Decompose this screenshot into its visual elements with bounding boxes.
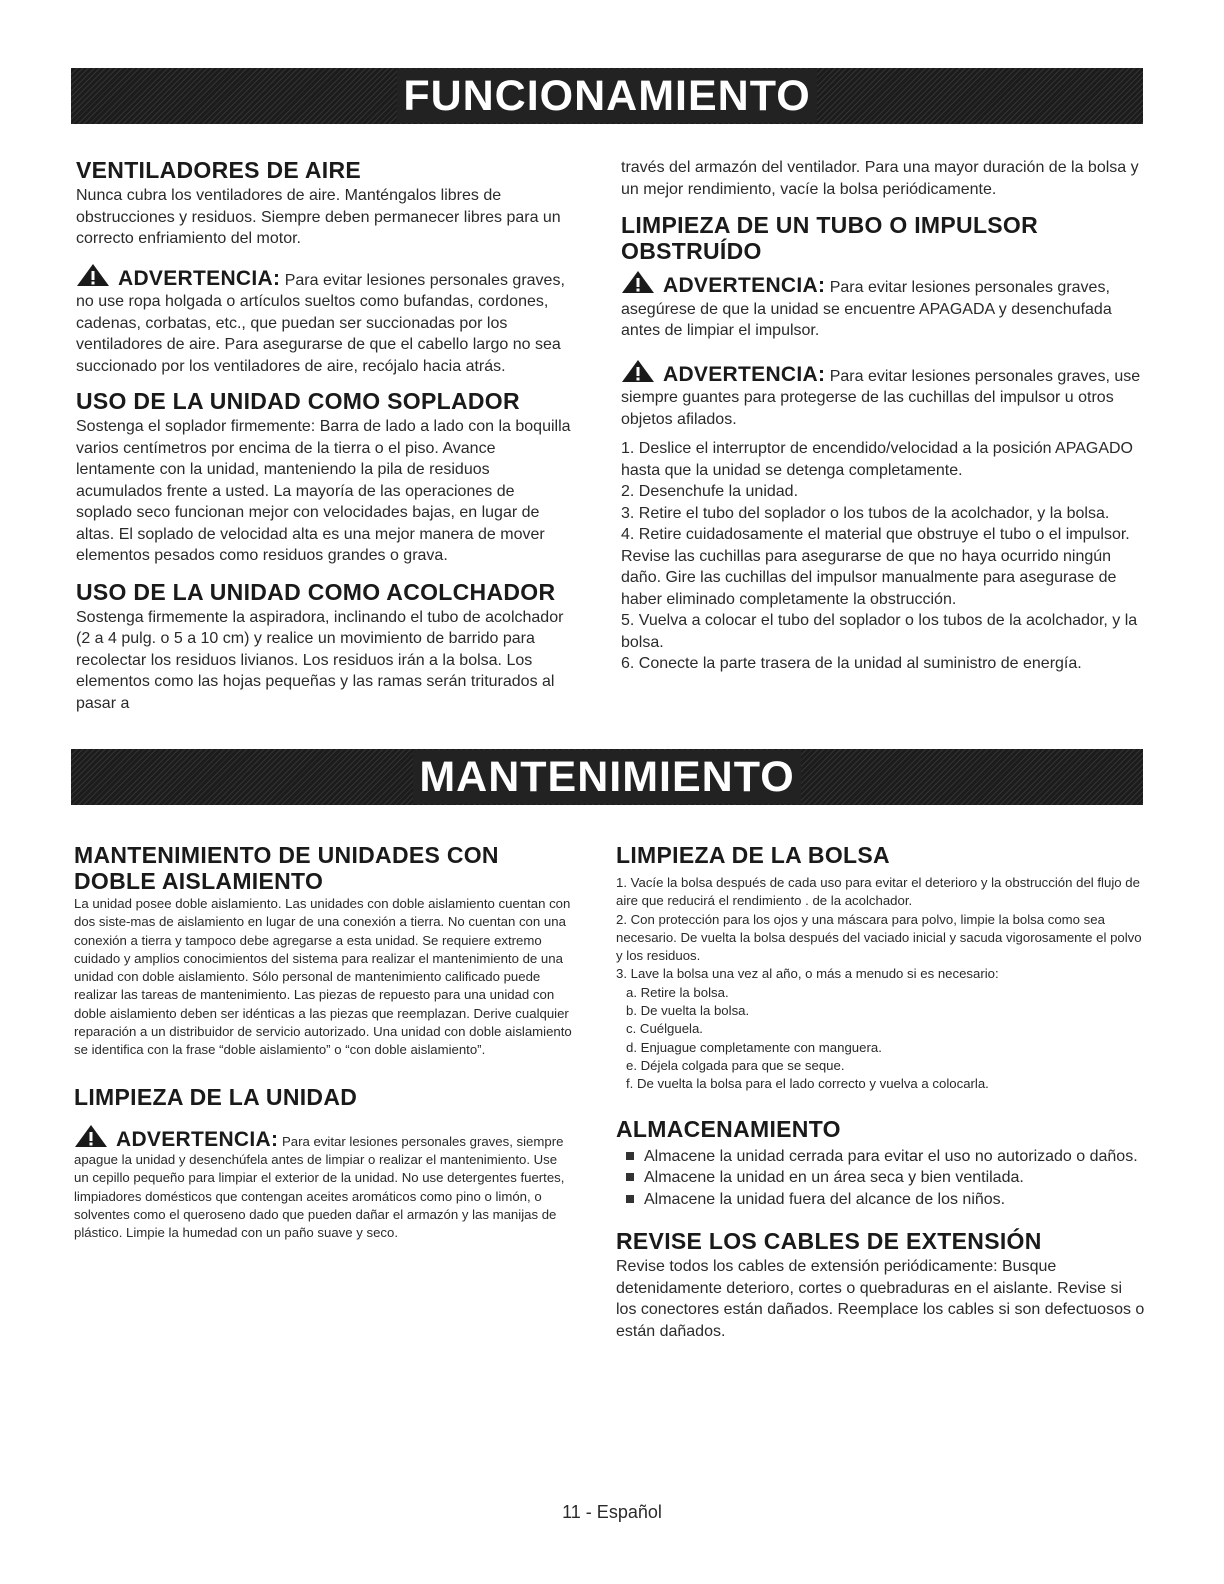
bullet-square-icon <box>626 1173 634 1181</box>
banner-title: MANTENIMIENTO <box>413 750 800 804</box>
heading-almacenamiento: ALMACENAMIENTO <box>616 1115 841 1142</box>
almacenamiento-list <box>616 1146 1146 1211</box>
heading-acolchador: USO DE LA UNIDAD COMO ACOLCHADOR <box>76 578 556 605</box>
column-left-bottom <box>74 842 574 1242</box>
bullet-square-icon <box>626 1195 634 1203</box>
text-doble-aislamiento: La unidad posee doble aislamiento. Las unidades con doble aislamiento cuentan con dos siste-mas de aislamiento en lugar de una conexión a tierra. No cuentan con una conexión a tierra y tampoco debe agregarse a esta unidad. Se requiere extremo cuidado y amplios conocimientos del sistema para realizar el mantenimiento de una unidad con doble aislamiento. Sólo personal de mantenimiento calificado puede realizar las tareas de mantenimiento. Las piezas de repuesto para una unidad con doble aislamiento deben ser idénticas a las piezas que reemplazan. Derive cualquier reparación a un distribuidor de servicio autorizado. Una unidad con doble aislamiento se identifica con la frase “doble aislamiento” o “con doble aislamiento”. <box>74 896 572 1058</box>
bullet-item <box>616 1146 1146 1168</box>
warning-label: ADVERTENCIA: <box>116 1127 279 1151</box>
warning-label: ADVERTENCIA: <box>118 266 281 290</box>
heading-limpieza-tubo: LIMPIEZA DE UN TUBO O IMPULSOR OBSTRUÍDO <box>621 212 1039 264</box>
warning-text: Para evitar lesiones personales graves, use siempre guantes para protegerse de las cuchillas del impulsor u otros objetos afilados. <box>621 367 1141 428</box>
step-item: 6. Conecte la parte trasera de la unidad al suministro de energía. <box>621 655 1082 672</box>
bullet-text: Almacene la unidad en un área seca y bien ventilada. <box>644 1169 1024 1187</box>
bullet-text: Almacene la unidad fuera del alcance de los niños. <box>644 1190 1006 1208</box>
banner-title: FUNCIONAMIENTO <box>397 69 816 123</box>
banner-funcionamiento <box>71 68 1143 124</box>
warning-tubo-1 <box>621 270 1141 342</box>
step-item: 3. Lave la bolsa una vez al año, o más a menudo si es necesario: <box>616 966 999 982</box>
substep-item: e. Déjela colgada para que se seque. <box>626 1057 845 1073</box>
step-item: 1. Deslice el interruptor de encendido/velocidad a la posición APAGADO hasta que la unidad se detenga completamente. <box>621 440 1133 479</box>
steps-list <box>621 438 1141 675</box>
step-item: 2. Con protección para los ojos y una máscara para polvo, limpie la bolsa como sea necesario. De vuelta la bolsa después del vaciado inicial y sacuda vigorosamente el polvo y los residuos. <box>616 911 1142 964</box>
warning-triangle-icon <box>74 1124 108 1148</box>
text-ventiladores: Nunca cubra los ventiladores de aire. Manténgalos libres de obstrucciones y residuos. Siempre deben permanecer libres para un correcto enfriamiento del motor. <box>76 187 561 247</box>
substep-item: d. Enjuague completamente con manguera. <box>626 1039 882 1055</box>
bullet-item <box>616 1189 1146 1211</box>
warning-text: Para evitar lesiones personales graves, asegúrese de que la unidad se encuentre APAGADA y desenchufada antes de limpiar el impulsor. <box>621 279 1112 339</box>
text-acolchador-cont: través del armazón del ventilador. Para una mayor duración de la bolsa y un mejor rendimiento, vacíe la bolsa periódicamente. <box>621 159 1139 198</box>
page-footer: 11 - Español <box>562 1502 662 1522</box>
step-item: 5. Vuelva a colocar el tubo del soplador o los tubos de la acolchador, y la bolsa. <box>621 612 1138 651</box>
heading-ventiladores: VENTILADORES DE AIRE <box>76 157 362 183</box>
bullet-text: Almacene la unidad cerrada para evitar el uso no autorizado o daños. <box>644 1147 1138 1165</box>
banner-mantenimiento <box>71 749 1143 805</box>
warning-ventiladores <box>76 263 572 378</box>
warning-label: ADVERTENCIA: <box>663 274 826 297</box>
substep-item: c. Cuélguela. <box>626 1021 703 1037</box>
heading-limpieza-bolsa: LIMPIEZA DE LA BOLSA <box>616 842 890 868</box>
warning-label: ADVERTENCIA: <box>663 362 826 386</box>
step-item: 2. Desenchufe la unidad. <box>621 483 799 500</box>
text-acolchador: Sostenga firmemente la aspiradora, inclinando el tubo de acolchador (2 a 4 pulg. o 5 a 10 cm) y realice un movimiento de barrido para recolectar los residuos livianos. Los residuos irán a la bolsa. Los elementos como las hojas pequeñas y las ramas serán triturados al pasar a <box>76 608 564 712</box>
step-item: 4. Retire cuidadosamente el material que obstruye el tubo o el impulsor. Revise las cuchillas para asegurarse de que no haya ocurrido ningún daño. Gire las cuchillas del impulsor manualmente para asegurase de haber eliminado completamente la obstrucción. <box>621 526 1130 608</box>
bullet-item <box>616 1167 1146 1189</box>
text-cables: Revise todos los cables de extensión periódicamente: Busque detenidamente deterioro, cortes o quebraduras en el aislante. Revise si los conectores están dañados. Reemplace los cables si son defectuosos o están dañados. <box>616 1258 1145 1340</box>
heading-limpieza-unidad: LIMPIEZA DE LA UNIDAD <box>74 1083 358 1110</box>
heading-cables: REVISE LOS CABLES DE EXTENSIÓN <box>616 1228 1042 1255</box>
heading-doble-aislamiento: MANTENIMIENTO DE UNIDADES CON DOBLE AISLAMIENTO <box>74 842 499 894</box>
warning-text: Para evitar lesiones personales graves, no use ropa holgada o artículos sueltos como bufandas, cordones, cadenas, corbatas, etc., que puedan ser succionadas por los ventiladores de aire. Para asegurarse de que el cabello largo no sea succionado por los ventiladores de aire, recójalo hacia atrás. <box>76 271 565 375</box>
substep-item: b. De vuelta la bolsa. <box>626 1003 750 1019</box>
step-item: 3. Retire el tubo del soplador o los tubos de la acolchador, y la bolsa. <box>621 504 1110 522</box>
warning-text: Para evitar lesiones personales graves, siempre apague la unidad y desenchúfela antes de limpiar o realizar el mantenimiento. Use un cepillo pequeño para limpiar el exterior de la unidad. No use detergentes fuertes, limpiadores domésticos que contengan aceites aromáticos como pino o limón, o solventes como el queroseno dado que pueden dañar el armazón y las manijas de plástico. Limpie la humedad con un paño suave y seco. <box>74 1133 565 1241</box>
substep-item: a. Retire la bolsa. <box>626 984 729 1000</box>
warning-triangle-icon <box>621 359 655 383</box>
warning-limpieza-unidad <box>74 1124 574 1243</box>
warning-tubo-2 <box>621 359 1141 431</box>
column-right-bottom <box>616 842 1146 1342</box>
column-right-top <box>621 157 1141 675</box>
warning-triangle-icon <box>76 263 110 287</box>
text-soplador: Sostenga el soplador firmemente: Barra de lado a lado con la boquilla varios centímetros por encima de la tierra o el piso. Avance lentamente con la unidad, manteniendo la pila de residuos acumulados frente a usted. La mayoría de las operaciones de soplado seco funcionan mejor con velocidades bajas, en lugar de altas. El soplado de velocidad alta es una mejor manera de mover elementos pesados como residuos grandes o grava. <box>76 418 571 564</box>
bullet-square-icon <box>626 1152 634 1160</box>
substep-item: f. De vuelta la bolsa para el lado correcto y vuelva a colocarla. <box>626 1076 989 1092</box>
step-item: 1. Vacíe la bolsa después de cada uso para evitar el deterioro y la obstrucción del flujo de aire que reducirá el rendimiento . de la acolchador. <box>616 875 1140 909</box>
bolsa-steps <box>616 874 1146 1094</box>
heading-soplador: USO DE LA UNIDAD COMO SOPLADOR <box>76 388 520 414</box>
column-left-top <box>76 157 572 714</box>
warning-triangle-icon <box>621 270 655 294</box>
